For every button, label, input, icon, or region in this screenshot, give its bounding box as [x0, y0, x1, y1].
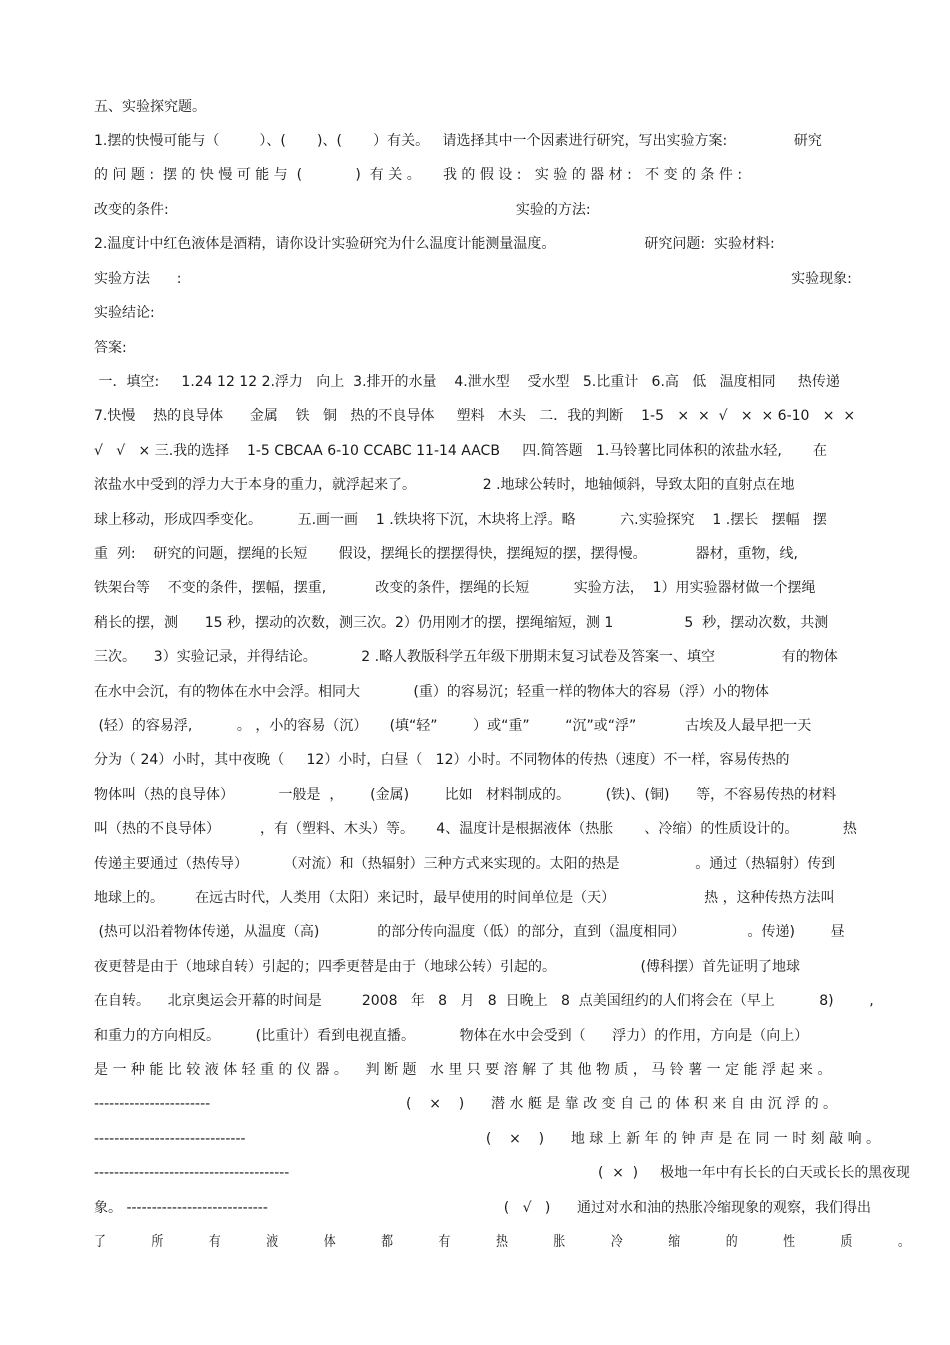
text-line: 一．填空: 1.24 12 12 2.浮力 向上 3.排开的水量 4.泄水型 受水型 5.比重计 6.高 低 温度相同 热传递: [94, 374, 840, 390]
text-line: 在自转。 北京奥运会开幕的时间是 2008 年 8 月 8 日晚上 8 点美国纽约的人们将会在（早上 8) ,: [94, 993, 874, 1009]
text-line: 是 一 种 能 比 较 液 体 轻 重 的 仪 器 。 判 断 题 水 里 只 要 溶 解 了 其 他 物 质 ， 马 铃 薯 一 定 能 浮 起 来 。: [94, 1062, 832, 1078]
text-line: 三次。 3）实验记录，并得结论。 2 .略人教版科学五年级下册期末复习试卷及答案一、填空 有的物体: [94, 649, 838, 665]
text-line: ----------------------- ( × ) 潜 水 艇 是 靠 改 变 自 己 的 体 积 来 自 由 沉 浮 的 。: [94, 1096, 838, 1112]
text-line: 球上移动，形成四季变化。 五.画一画 1 .铁块将下沉，木块将上浮。略 六.实验探究 1 .摆长 摆幅 摆: [94, 512, 827, 528]
text-line: 7.快慢 热的良导体 金属 铁 铜 热的不良导体 塑料 木头 二．我的判断 1-5 × × √ × × 6-10 × ×: [94, 408, 856, 424]
text-line: 了 所 有 液 体 都 有 热 胀 冷 缩 的 性 质 。: [94, 1234, 910, 1250]
text-line: 在水中会沉，有的物体在水中会浮。相同大 (重）的容易沉；轻重一样的物体大的容易（浮）小的物体: [94, 684, 769, 700]
text-line: 重 列: 研究的问题，摆绳的长短 假设，摆绳长的摆摆得快，摆绳短的摆，摆得慢。 器材，重物，线,: [94, 546, 798, 562]
text-line: 夜更替是由于（地球自转）引起的；四季更替是由于（地球公转）引起的。 (傅科摆）首先证明了地球: [94, 959, 801, 975]
text-line: 铁架台等 不变的条件，摆幅，摆重, 改变的条件，摆绳的长短 实验方法， 1）用实验器材做一个摆绳: [94, 580, 816, 596]
text-line: 和重力的方向相反。 (比重计）看到电视直播。 物体在水中会受到（ 浮力）的作用，方向是（向上）: [94, 1028, 809, 1044]
text-line: 分为（ 24）小时，其中夜晚（ 12）小时，白昼（ 12）小时。不同物体的传热（速度）不一样，容易传热的: [94, 752, 790, 768]
text-line: 改变的条件: 实验的方法:: [94, 202, 591, 218]
text-line: 象。 ---------------------------- ( √ ) 通过对水和油的热胀冷缩现象的观察，我们得出: [94, 1200, 872, 1216]
text-line: 叫（热的不良导体） ，有（塑料、木头）等。 4、温度计是根据液体（热胀 、冷缩）的性质设计的。 热: [94, 821, 857, 837]
text-line: --------------------------------------- ( × ) 极地一年中有长长的白天或长长的黑夜现: [94, 1165, 910, 1181]
text-line: 的 问 题 : 摆 的 快 慢 可 能 与 ( ) 有 关 。 我 的 假 设 : 实 验 的 器 材 : 不 变 的 条 件 :: [94, 167, 743, 183]
text-line: 实验结论:: [94, 305, 155, 321]
answer-heading: 答案:: [94, 340, 127, 356]
text-line: (轻）的容易浮, 。 ，小的容易（沉） (填“轻” ）或“重” “沉”或“浮” 古埃及人最早把一天: [94, 718, 812, 734]
text-line: ------------------------------ ( × ) 地 球 上 新 年 的 钟 声 是 在 同 一 时 刻 敲 响 。: [94, 1131, 881, 1147]
text-line: 1.摆的快慢可能与（ ）、( )、( ）有关。 请选择其中一个因素进行研究，写出实验方案: 研究: [94, 133, 822, 149]
text-line: 传递主要通过（热传导） （对流）和（热辐射）三种方式来实现的。太阳的热是 。通过（热辐射）传到: [94, 856, 836, 872]
text-line: 稍长的摆，测 15 秒，摆动的次数，测三次。2）仍用刚才的摆，摆绳缩短，测 1 5 秒，摆动次数，共测: [94, 615, 829, 631]
text-line: 2.温度计中红色液体是酒精，请你设计实验研究为什么温度计能测量温度。 研究问题: 实验材料:: [94, 236, 775, 252]
text-line: 地球上的。 在远古时代，人类用（太阳）来记时，最早使用的时间单位是（天） 热 ，这种传热方法叫: [94, 890, 835, 906]
text-line: 浓盐水中受到的浮力大于本身的重力，就浮起来了。 2 .地球公转时，地轴倾斜，导致太阳的直射点在地: [94, 477, 795, 493]
text-line: (热可以沿着物体传递，从温度（高) 的部分传向温度（低）的部分，直到（温度相同） 。传递) 昼: [94, 924, 845, 940]
text-line: √ √ × 三.我的选择 1-5 CBCAA 6-10 CCABC 11-14 AACB 四.简答题 1.马铃薯比同体积的浓盐水轻, 在: [94, 443, 827, 459]
section-heading: 五、实验探究题。: [94, 99, 206, 115]
text-line: 物体叫（热的良导体） 一般是 ， (金属) 比如 材料制成的。 (铁)、(铜) 等，不容易传热的材料: [94, 787, 837, 803]
text-line: 实验方法 : 实验现象:: [94, 271, 852, 287]
